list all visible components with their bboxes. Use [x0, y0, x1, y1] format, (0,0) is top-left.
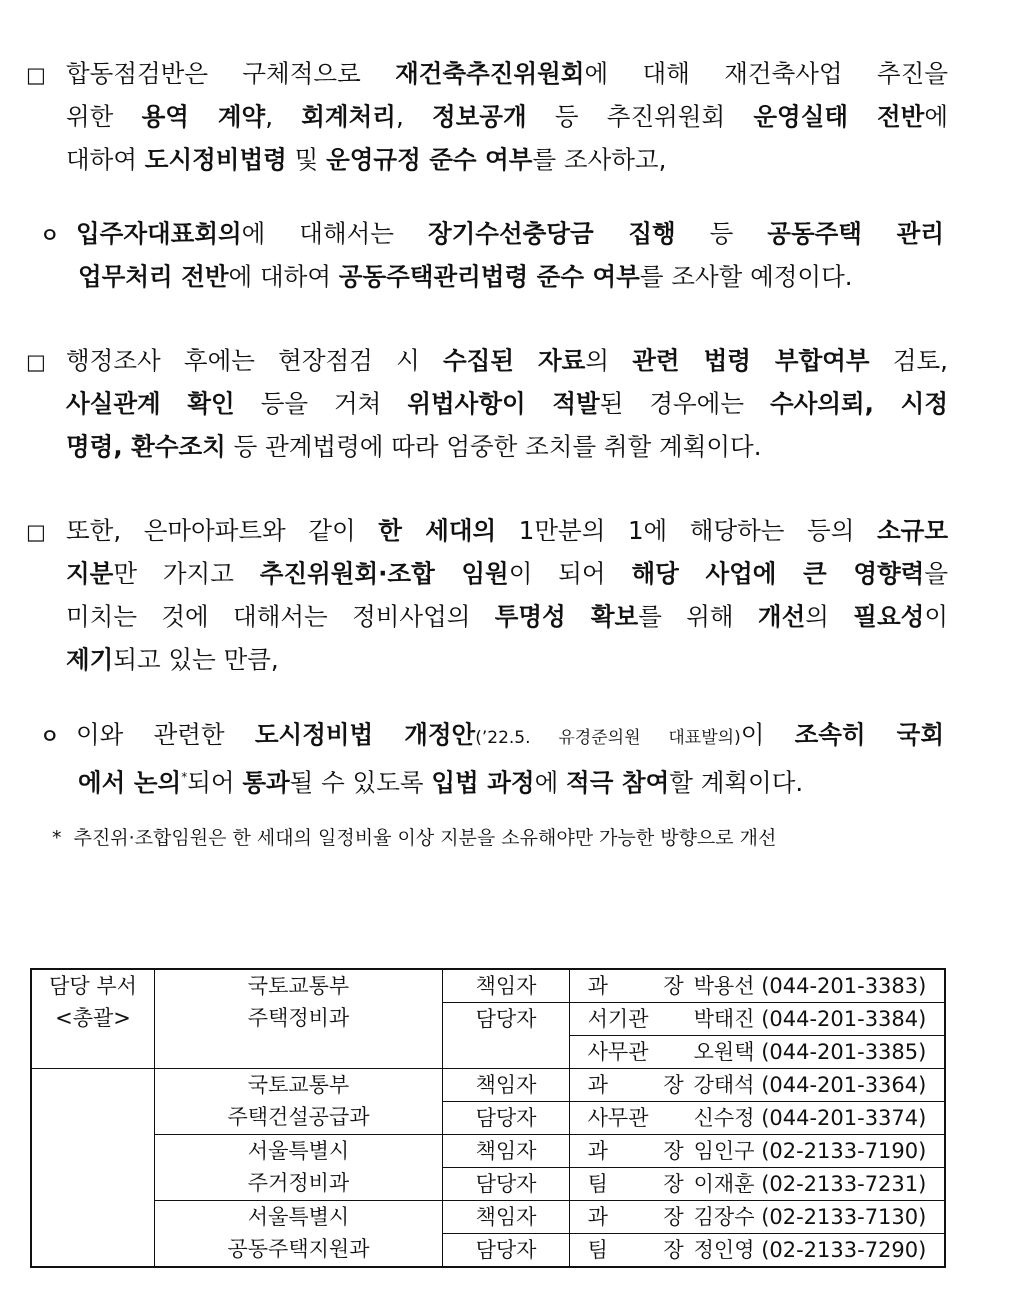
table-row — [31, 1201, 945, 1234]
contact-table — [30, 968, 946, 1268]
person-cell: 과 장 김장수 (02-2133-7130) — [570, 1201, 946, 1234]
role-cell: 책임자 — [443, 1201, 570, 1234]
text-line: □ 합동점검반은 구체적으로 재건축추진위원회에 대해 재건축사업 추진을 — [26, 52, 948, 95]
person-cell: 서기관 박태진 (044-201-3384) — [570, 1003, 946, 1036]
person-cell: 팀 장 정인영 (02-2133-7290) — [570, 1234, 946, 1268]
org-cell: 국토교통부 주택정비과 — [155, 969, 443, 1069]
square-bullet-icon: □ — [26, 63, 46, 87]
circle-bullet-icon: ㅇ — [40, 724, 60, 748]
role-cell: 책임자 — [443, 1069, 570, 1102]
person-cell: 과 장 임인구 (02-2133-7190) — [570, 1135, 946, 1168]
person-cell: 사무관 오원택 (044-201-3385) — [570, 1036, 946, 1069]
role-cell: 담당자 — [443, 1003, 570, 1069]
text-line: 업무처리 전반에 대하여 공동주택관리법령 준수 여부를 조사할 예정이다. — [78, 262, 853, 291]
text-line: ㅇ 이와 관련한 도시정비법 개정안(’22.5. 유경준의원 대표발의)이 조속히 국회 — [40, 713, 944, 756]
table-row — [31, 969, 945, 1003]
circle-bullet-icon: ㅇ — [40, 223, 60, 247]
role-cell: 담당자 — [443, 1168, 570, 1201]
table-row — [31, 1135, 945, 1168]
person-cell: 과 장 박용선 (044-201-3383) — [570, 969, 946, 1003]
text-line: □ 또한, 은마아파트와 같이 한 세대의 1만분의 1에 해당하는 등의 소규모 — [26, 509, 948, 552]
text-line: 사실관계 확인 등을 거쳐 위법사항이 적발된 경우에는 수사의뢰, 시정 — [66, 389, 949, 418]
role-cell: 담당자 — [443, 1102, 570, 1135]
square-bullet-icon: □ — [26, 350, 46, 374]
text-line: 미치는 것에 대해서는 정비사업의 투명성 확보를 위해 개선의 필요성이 — [66, 602, 948, 631]
text-line: 제기되고 있는 만큼, — [66, 645, 279, 674]
text-line: 지분만 가지고 추진위원회·조합 임원이 되어 해당 사업에 큰 영향력을 — [66, 559, 949, 588]
text-line: ㅇ 입주자대표회의에 대해서는 장기수선충당금 집행 등 공동주택 관리 — [40, 212, 944, 255]
org-cell: 서울특별시 주거정비과 — [155, 1135, 443, 1201]
paragraph-residents-council — [40, 212, 944, 298]
paragraph-small-stake-issue — [26, 509, 948, 681]
dept-header-cell: 담당 부서 <총괄> — [31, 969, 155, 1069]
table-row — [31, 1069, 945, 1102]
person-cell: 과 장 강태석 (044-201-3364) — [570, 1069, 946, 1102]
role-cell: 책임자 — [443, 969, 570, 1003]
text-line: 대하여 도시정비법령 및 운영규정 준수 여부를 조사하고, — [66, 145, 667, 174]
text-line: 명령, 환수조치 등 관계법령에 따라 엄중한 조치를 취할 계획이다. — [66, 432, 762, 461]
asterisk-icon: * — [52, 827, 62, 849]
footnote: * 추진위·조합임원은 한 세대의 일정비율 이상 지분을 소유해야만 가능한 방향으로 개선 — [52, 827, 777, 849]
dept-empty-cell — [31, 1069, 155, 1268]
person-cell: 사무관 신수정 (044-201-3374) — [570, 1102, 946, 1135]
paragraph-inspection-scope — [26, 52, 948, 181]
org-cell: 국토교통부 주택건설공급과 — [155, 1069, 443, 1135]
role-cell: 담당자 — [443, 1234, 570, 1268]
square-bullet-icon: □ — [26, 520, 46, 544]
paragraph-legislation-participation — [40, 713, 944, 799]
org-cell: 서울특별시 공동주택지원과 — [155, 1201, 443, 1268]
text-line: □ 행정조사 후에는 현장점검 시 수집된 자료의 관련 법령 부합여부 검토, — [26, 339, 948, 382]
text-line: 위한 용역 계약, 회계처리, 정보공개 등 추진위원회 운영실태 전반에 — [66, 102, 949, 131]
paragraph-follow-up-measures — [26, 339, 948, 468]
person-cell: 팀 장 이재훈 (02-2133-7231) — [570, 1168, 946, 1201]
text-line: 에서 논의*되어 통과될 수 있도록 입법 과정에 적극 참여할 계획이다. — [78, 768, 804, 797]
role-cell: 책임자 — [443, 1135, 570, 1168]
